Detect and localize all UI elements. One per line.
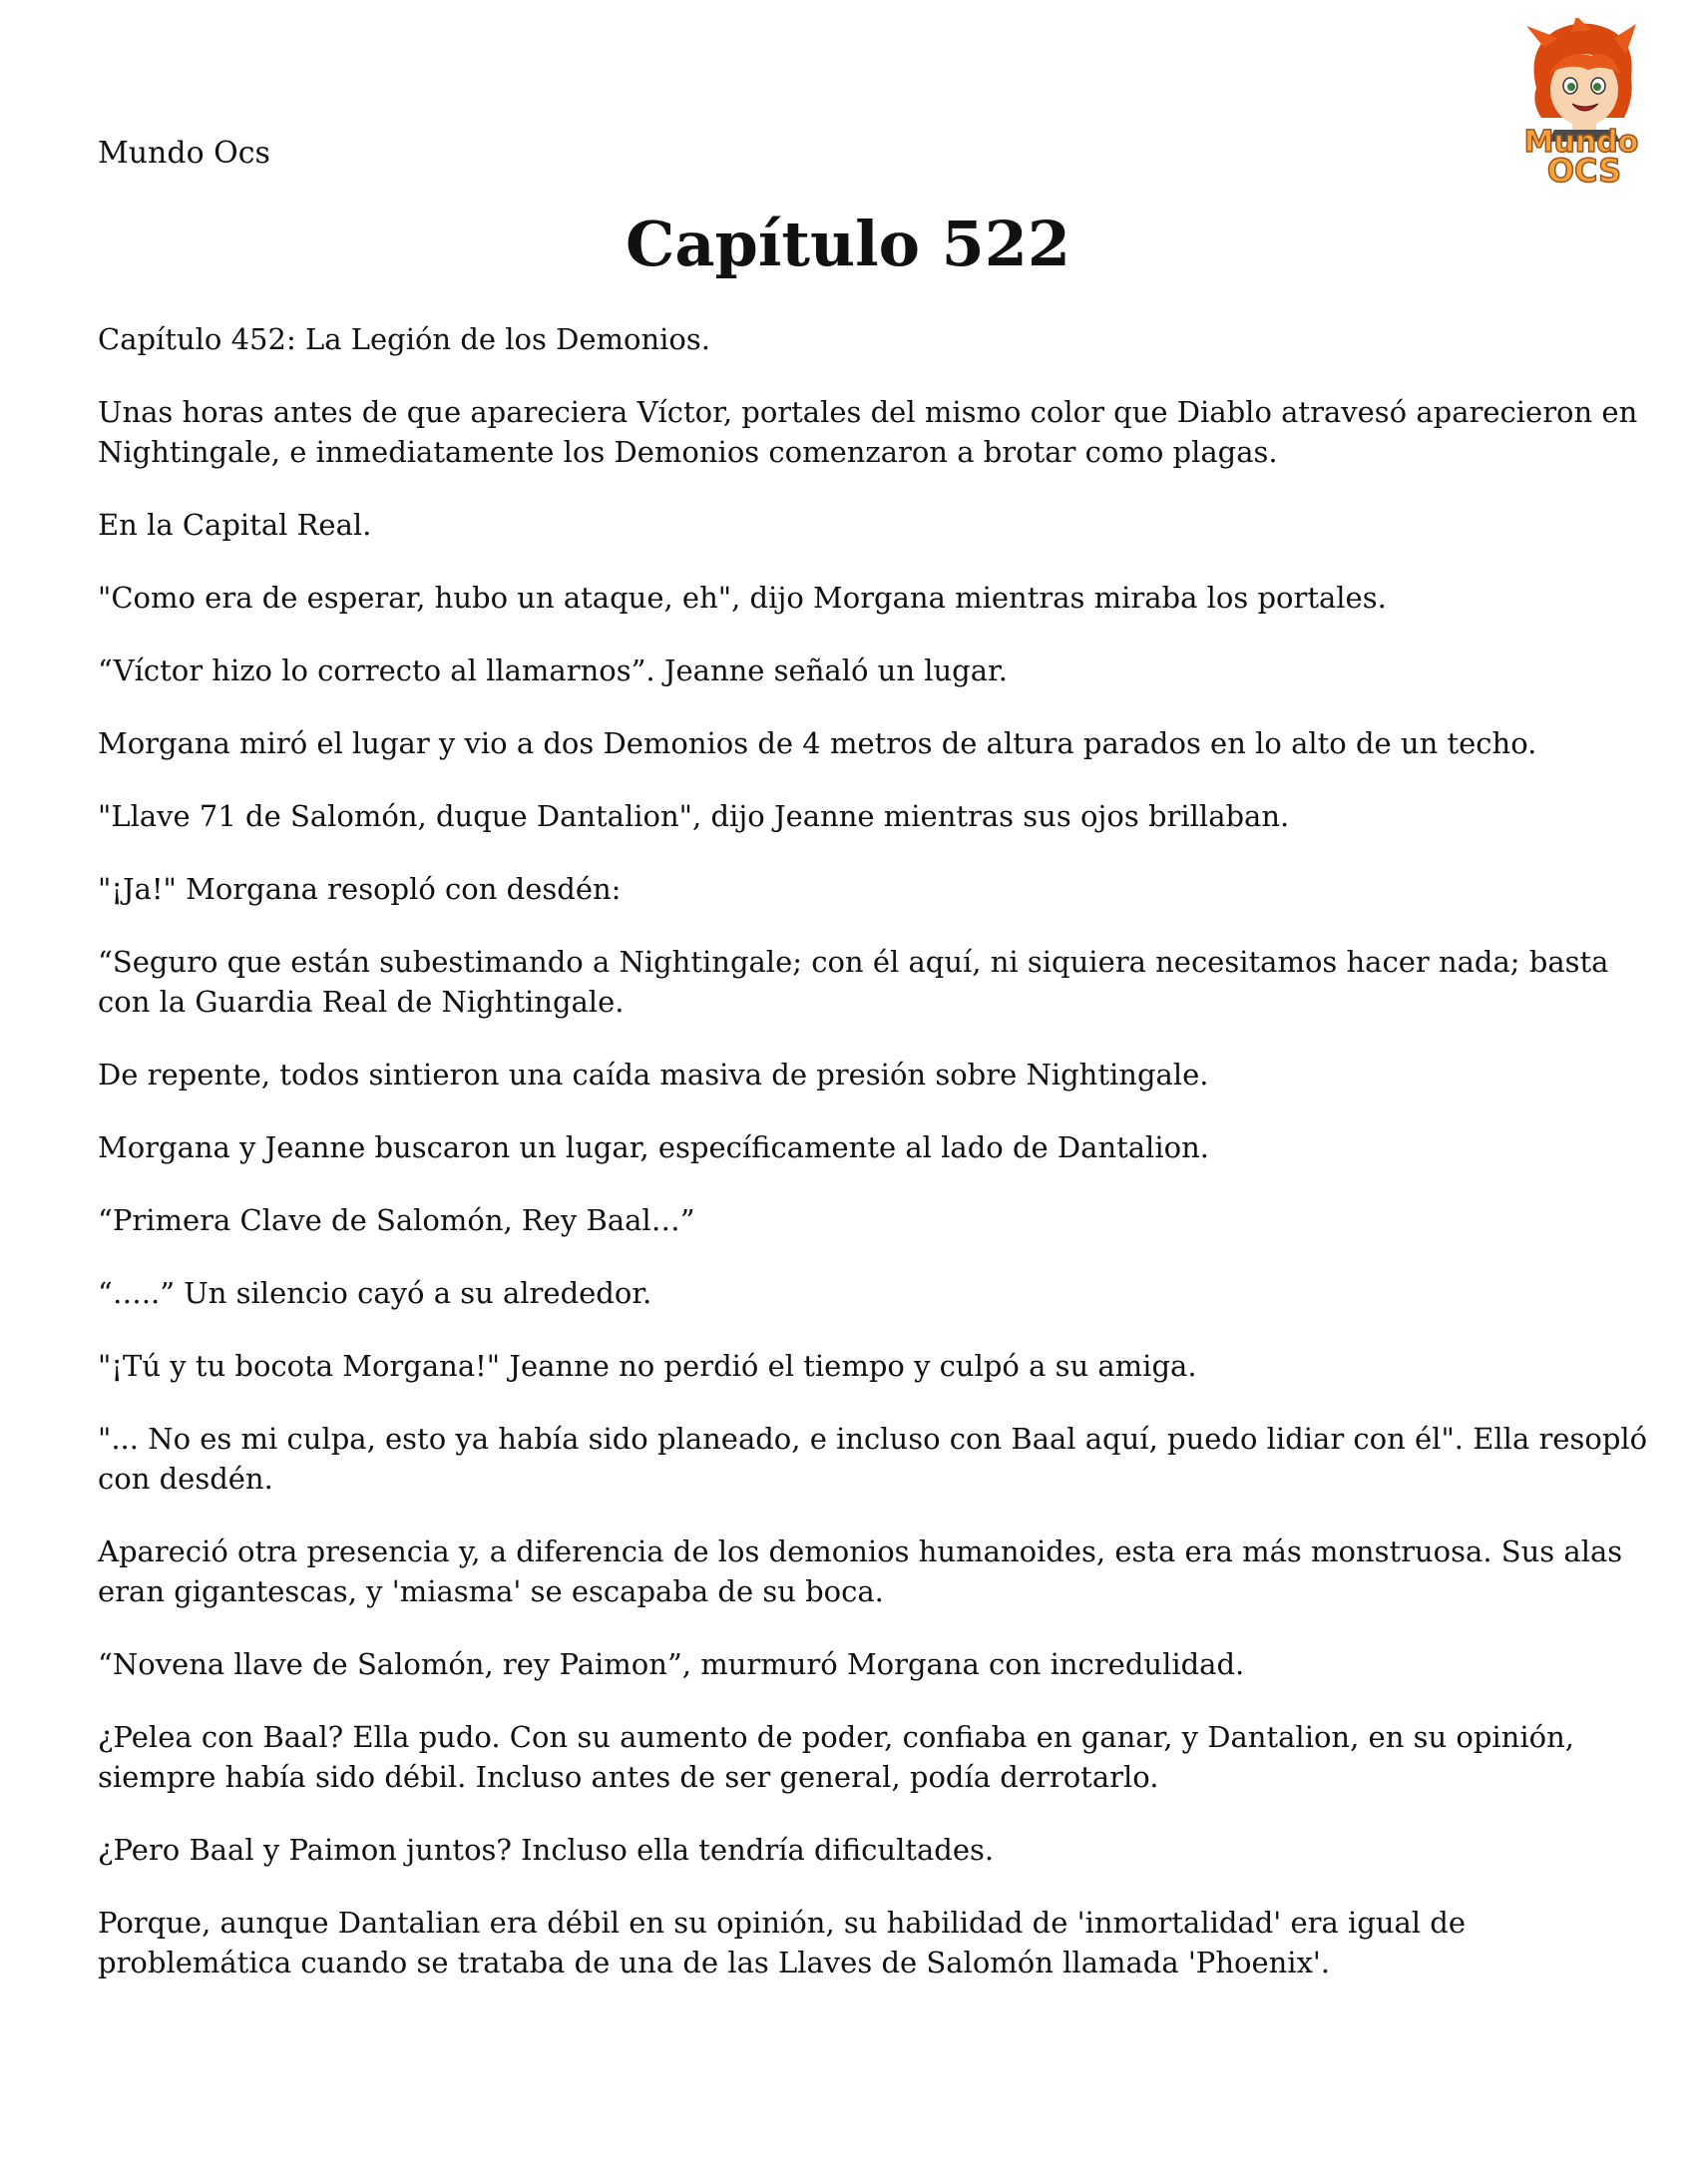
paragraph: "¡Ja!" Morgana resopló con desdén: — [98, 872, 622, 906]
paragraph: "Como era de esperar, hubo un ataque, eh", dijo Morgana mientras miraba los portales. — [98, 581, 1387, 615]
paragraph: “Víctor hizo lo correcto al llamarnos”. Jeanne señaló un lugar. — [98, 654, 1008, 687]
paragraph: Morgana miró el lugar y vio a dos Demonios de 4 metros de altura parados en lo alto de un techo. — [98, 726, 1537, 760]
svg-text:OCS: OCS — [1546, 152, 1622, 190]
paragraph: “Seguro que están subestimando a Nightingale; con él aquí, ni siquiera necesitamos hacer nada; basta con la Guardia Real de Nightingale. — [98, 945, 1609, 1019]
paragraph: "Llave 71 de Salomón, duque Dantalion", dijo Jeanne mientras sus ojos brillaban. — [98, 799, 1290, 833]
paragraph: “…..” Un silencio cayó a su alrededor. — [98, 1276, 652, 1310]
logo-wordmark — [1524, 125, 1639, 190]
site-name: Mundo Ocs — [98, 136, 270, 171]
page-title: Capítulo 522 — [625, 208, 1071, 280]
paragraph: "... No es mi culpa, esto ya había sido planeado, e incluso con Baal aquí, puedo lidiar con él". Ella resopló con desdén. — [98, 1422, 1648, 1496]
paragraph: Morgana y Jeanne buscaron un lugar, específicamente al lado de Dantalion. — [98, 1130, 1209, 1164]
site-logo — [1496, 18, 1666, 190]
chapter-body — [98, 319, 1654, 2015]
paragraph: “Primera Clave de Salomón, Rey Baal…” — [98, 1203, 695, 1237]
paragraph: Unas horas antes de que apareciera Víctor, portales del mismo color que Diablo atravesó aparecieron en Nightingale, e inmediatamente los Demonios comenzaron a brotar como plagas. — [98, 395, 1638, 469]
paragraph: Capítulo 452: La Legión de los Demonios. — [98, 322, 710, 356]
paragraph: ¿Pelea con Baal? Ella pudo. Con su aumento de poder, confiaba en ganar, y Dantalion, en su opinión, siempre había sido débil. Incluso antes de ser general, podía derrotarlo. — [98, 1720, 1574, 1794]
paragraph: En la Capital Real. — [98, 508, 372, 542]
paragraph: ¿Pero Baal y Paimon juntos? Incluso ella tendría dificultades. — [98, 1833, 995, 1867]
paragraph: "¡Tú y tu bocota Morgana!" Jeanne no perdió el tiempo y culpó a su amiga. — [98, 1349, 1197, 1383]
svg-text:Mundo: Mundo — [1523, 125, 1639, 160]
paragraph: De repente, todos sintieron una caída masiva de presión sobre Nightingale. — [98, 1058, 1209, 1092]
paragraph: “Novena llave de Salomón, rey Paimon”, murmuró Morgana con incredulidad. — [98, 1647, 1245, 1681]
paragraph: Apareció otra presencia y, a diferencia de los demonios humanoides, esta era más monstruosa. Sus alas eran gigantescas, y 'miasma' se escapaba de su boca. — [98, 1534, 1623, 1608]
paragraph: Porque, aunque Dantalian era débil en su opinión, su habilidad de 'inmortalidad' era igual de problemática cuando se trataba de una de las Llaves de Salomón llamada 'Phoenix'. — [98, 1906, 1467, 1979]
